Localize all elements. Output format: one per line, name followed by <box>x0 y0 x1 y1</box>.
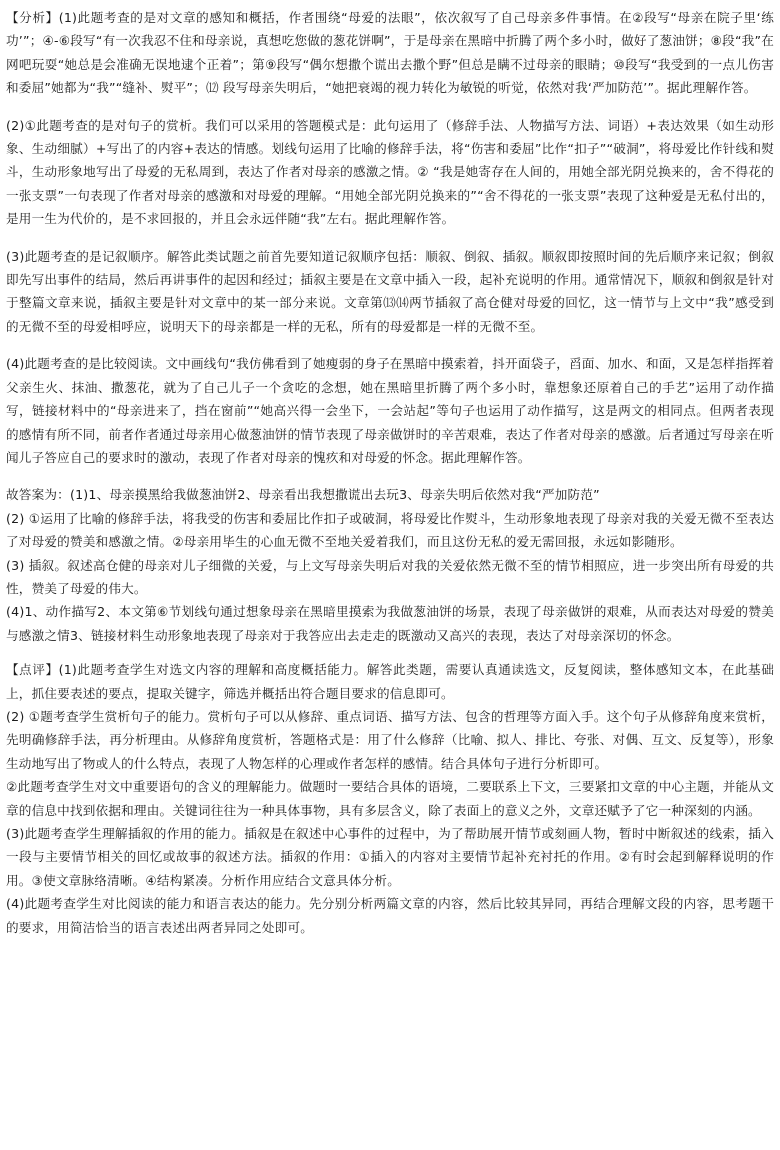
comment-3: ②此题考查学生对文中重要语句的含义的理解能力。做题时一要结合具体的语境，二要联系上下文，三要紧扣文章的中心主题，并能从文章的信息中找到依据和理由。关键词往往为一种具体事物，具有多层含义，除了表面上的意义之外，文章还赋予了它一种深刻的内涵。 <box>6 779 774 818</box>
analysis-paragraph-3: (3)此题考查的是记叙顺序。解答此类试题之前首先要知道记叙顺序包括：顺叙、倒叙、插叙。顺叙即按照时间的先后顺序来记叙；倒叙即先写出事件的结局，然后再讲事件的起因和经过；插叙主要是在文章中插入一段，起补充说明的作用。通常情况下，顺叙和倒叙是针对于整篇文章来说，插叙主要是针对文章中的某一部分来说。文章第⒀⒁两节插叙了高仓健对母爱的回忆，这一情节与上文中“我”感受到的无微不至的母爱相呼应，说明天下的母亲都是一样的无私，所有的母爱都是一样的无微不至。 <box>6 248 774 334</box>
answer-intro: 故答案为：(1)1、母亲摸黑给我做葱油饼2、母亲看出我想撒谎出去玩3、母亲失明后依然对我“严加防范” <box>6 487 600 503</box>
comment-1: 【点评】(1)此题考查学生对选文内容的理解和高度概括能力。解答此类题，需要认真通读选文，反复阅读，整体感知文本，在此基础上，抓住要表述的要点，提取关键字，筛选并概括出符合题目要求的信息即可。 <box>6 662 774 701</box>
comment-4: (3)此题考查学生理解插叙的作用的能力。插叙是在叙述中心事件的过程中，为了帮助展开情节或刻画人物，暂时中断叙述的线索，插入一段与主要情节相关的回忆或故事的叙述方法。插叙的作用：①插入的内容对主要情节起补充衬托的作用。②有时会起到解释说明的作用。③使文章脉络清晰。④结构紧凑。分析作用应结合文意具体分析。 <box>6 826 774 888</box>
analysis-paragraph-4: (4)此题考查的是比较阅读。文中画线句“我仿佛看到了她瘦弱的身子在黑暗中摸索着，抖开面袋子，舀面、加水、和面，又是怎样指挥着父亲生火、抹油、撒葱花，就为了自己儿子一个贪吃的念想，她在黑暗里折腾了两个多小时，靠想象还原着自己的手艺”运用了动作描写，链接材料中的“母亲进来了，挡在窗前”“她高兴得一会坐下，一会站起”等句子也运用了动作描写，这是两文的相同点。但两者表现的感情有所不同，前者作者通过母亲用心做葱油饼的情节表现了母亲做饼时的辛苦艰难，表达了作者对母亲的感激。后者通过写母亲在听闻儿子答应自己的要求时的激动，表现了作者对母亲的愧疚和对母爱的怀念。据此理解作答。 <box>6 356 774 465</box>
comment-5: (4)此题考查学生对比阅读的能力和语言表达的能力。先分别分析两篇文章的内容，然后比较其异同，再结合理解文段的内容，思考题干的要求，用简洁恰当的语言表述出两者异同之处即可。 <box>6 896 774 935</box>
comment-2: (2) ①题考查学生赏析句子的能力。赏析句子可以从修辞、重点词语、描写方法、包含的哲理等方面入手。这个句子从修辞角度来赏析，先明确修辞手法，再分析理由。从修辞角度赏析，答题格式是：用了什么修辞（比喻、拟人、排比、夸张、对偶、互文、反复等），形象生动地写出了物或人的什么特点，表现了人物怎样的心理或作者怎样的感情。结合具体句子进行分析即可。 <box>6 708 774 771</box>
analysis-paragraph-1: 【分析】(1)此题考查的是对文章的感知和概括，作者围绕“母爱的法眼”，依次叙写了自己母亲多件事情。在②段写“母亲在院子里‘练功’”；④-⑥段写“有一次我忍不住和母亲说，真想吃您做的葱花饼啊”，于是母亲在黑暗中折腾了两个多小时，做好了葱油饼；⑧段“我”在网吧玩耍“她总是会准确无误地逮个正着”；第⑨段写“偶尔想撒个谎出去撒个野”但总是瞒不过母亲的眼睛；⑩段写“我受到的一点儿伤害和委屈”她都为“我”“缝补、熨平”；⑿ 段写母亲失明后，“她把衰竭的视力转化为敏锐的听觉，依然对我‘严加防范’”。据此理解作答。 <box>6 10 774 96</box>
answer-4: (4)1、动作描写2、本文第⑥节划线句通过想象母亲在黑暗里摸索为我做葱油饼的场景，表现了母亲做饼的艰难，从而表达对母爱的赞美与感激之情3、链接材料生动形象地表现了母亲对于我答应出去走走的既激动又高兴的表现，表达了对母亲深切的怀念。 <box>6 604 774 643</box>
answer-3: (3) 插叙。叙述高仓健的母亲对儿子细微的关爱，与上文写母亲失明后对我的关爱依然无微不至的情节相照应，进一步突出所有母爱的共性，赞美了母爱的伟大。 <box>6 557 774 596</box>
answer-2: (2) ①运用了比喻的修辞手法，将我受的伤害和委屈比作扣子或破洞，将母爱比作熨斗，生动形象地表现了母亲对我的关爱无微不至表达了对母爱的赞美和感激之情。②母亲用毕生的心血无微不至地关爱着我们，而且这份无私的爱无需回报，永远如影随形。 <box>6 510 774 550</box>
analysis-paragraph-2: (2)①此题考查的是对句子的赏析。我们可以采用的答题模式是：此句运用了（修辞手法、人物描写方法、词语）+表达效果（如生动形象、生动细腻）+写出了的内容+表达的情感。划线句运用了比喻的修辞手法，将“伤害和委屈”比作“扣子”“破洞”，将母爱比作针线和熨斗，生动形象地写出了母爱的无私周到，表达了作者对母亲的感激之情。② “我是她寄存在人间的，用她全部光阴兑换来的，舍不得花的一张支票”一句表现了作者对母亲的感激和对母爱的理解。“用她全部光阴兑换来的”“舍不得花的一张支票”表现了这种爱是无私付出的，是用一生为代价的，是不求回报的，并且会永远伴随“我”左右。据此理解作答。 <box>6 117 774 227</box>
